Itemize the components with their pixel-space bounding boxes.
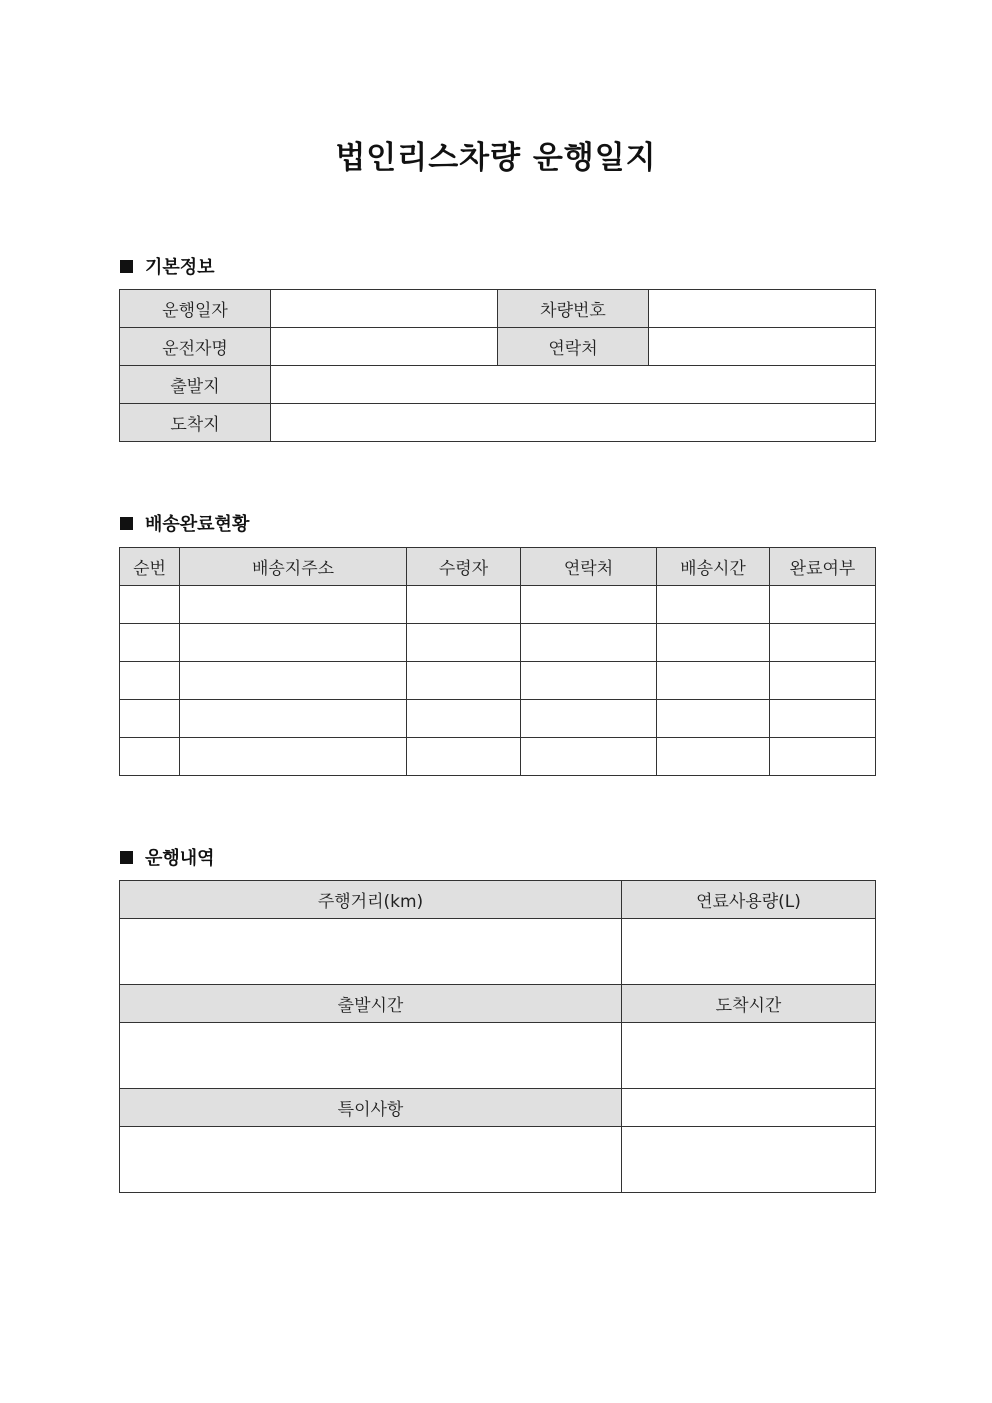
remarks-extra-field[interactable]: [622, 1127, 876, 1193]
delivery-status-heading: [120, 510, 249, 536]
table-cell[interactable]: [521, 624, 657, 662]
table-cell[interactable]: [770, 700, 876, 738]
table-cell[interactable]: [770, 738, 876, 776]
date-field[interactable]: [271, 290, 498, 328]
arrival-label: 도착지: [120, 404, 271, 442]
driver-name-field[interactable]: [271, 328, 498, 366]
table-cell[interactable]: [407, 662, 521, 700]
table-cell[interactable]: [657, 662, 770, 700]
delivery-status-table: [119, 547, 876, 776]
basic-info-table: [119, 289, 876, 442]
vehicle-number-field[interactable]: [649, 290, 876, 328]
arrival-time-field[interactable]: [622, 1023, 876, 1089]
contact-label: 연락처: [498, 328, 649, 366]
table-cell[interactable]: [657, 586, 770, 624]
basic-info-heading-text: 기본정보: [145, 257, 215, 278]
column-header-recipient: 수령자: [407, 548, 521, 586]
table-header-row: [120, 548, 876, 586]
table-cell[interactable]: [180, 700, 407, 738]
table-cell[interactable]: [180, 586, 407, 624]
table-row: [120, 700, 876, 738]
table-row: [120, 328, 876, 366]
square-bullet-icon: [120, 851, 133, 864]
table-cell[interactable]: [407, 738, 521, 776]
table-cell[interactable]: [521, 586, 657, 624]
fuel-label: 연료사용량(L): [622, 881, 876, 919]
table-cell[interactable]: [407, 624, 521, 662]
table-row: [120, 1127, 876, 1193]
table-row: [120, 738, 876, 776]
table-row: [120, 586, 876, 624]
empty-header-cell: [622, 1089, 876, 1127]
basic-info-heading: [120, 253, 215, 279]
table-cell[interactable]: [521, 662, 657, 700]
departure-field[interactable]: [271, 366, 876, 404]
table-cell[interactable]: [407, 586, 521, 624]
departure-time-field[interactable]: [120, 1023, 622, 1089]
driving-details-heading: [120, 844, 215, 870]
table-cell[interactable]: [657, 624, 770, 662]
table-cell[interactable]: [407, 700, 521, 738]
square-bullet-icon: [120, 517, 133, 530]
table-cell[interactable]: [180, 662, 407, 700]
vehicle-number-label: 차량번호: [498, 290, 649, 328]
driving-details-heading-text: 운행내역: [145, 848, 215, 869]
column-header-number: 순번: [120, 548, 180, 586]
table-row: [120, 662, 876, 700]
table-cell[interactable]: [521, 738, 657, 776]
table-row: [120, 1023, 876, 1089]
contact-field[interactable]: [649, 328, 876, 366]
distance-field[interactable]: [120, 919, 622, 985]
table-cell[interactable]: [120, 738, 180, 776]
table-cell[interactable]: [120, 700, 180, 738]
date-label: 운행일자: [120, 290, 271, 328]
remarks-label: 특이사항: [120, 1089, 622, 1127]
arrival-field[interactable]: [271, 404, 876, 442]
table-row: [120, 881, 876, 919]
column-header-completion: 완료여부: [770, 548, 876, 586]
table-cell[interactable]: [657, 738, 770, 776]
table-row: [120, 290, 876, 328]
table-row: [120, 919, 876, 985]
square-bullet-icon: [120, 260, 133, 273]
table-row: [120, 624, 876, 662]
arrival-time-label: 도착시간: [622, 985, 876, 1023]
table-cell[interactable]: [120, 662, 180, 700]
remarks-field[interactable]: [120, 1127, 622, 1193]
table-cell[interactable]: [657, 700, 770, 738]
table-cell[interactable]: [770, 586, 876, 624]
table-row: [120, 404, 876, 442]
table-cell[interactable]: [120, 624, 180, 662]
column-header-delivery-time: 배송시간: [657, 548, 770, 586]
driver-name-label: 운전자명: [120, 328, 271, 366]
page-title: 법인리스차량 운행일지: [335, 140, 657, 176]
distance-label: 주행거리(km): [120, 881, 622, 919]
table-row: [120, 985, 876, 1023]
fuel-field[interactable]: [622, 919, 876, 985]
column-header-address: 배송지주소: [180, 548, 407, 586]
table-cell[interactable]: [521, 700, 657, 738]
table-cell[interactable]: [180, 738, 407, 776]
table-cell[interactable]: [180, 624, 407, 662]
departure-time-label: 출발시간: [120, 985, 622, 1023]
column-header-contact: 연락처: [521, 548, 657, 586]
table-cell[interactable]: [120, 586, 180, 624]
driving-details-table: [119, 880, 876, 1193]
table-row: [120, 1089, 876, 1127]
table-row: [120, 366, 876, 404]
delivery-status-heading-text: 배송완료현황: [145, 514, 250, 535]
departure-label: 출발지: [120, 366, 271, 404]
table-cell[interactable]: [770, 624, 876, 662]
table-cell[interactable]: [770, 662, 876, 700]
